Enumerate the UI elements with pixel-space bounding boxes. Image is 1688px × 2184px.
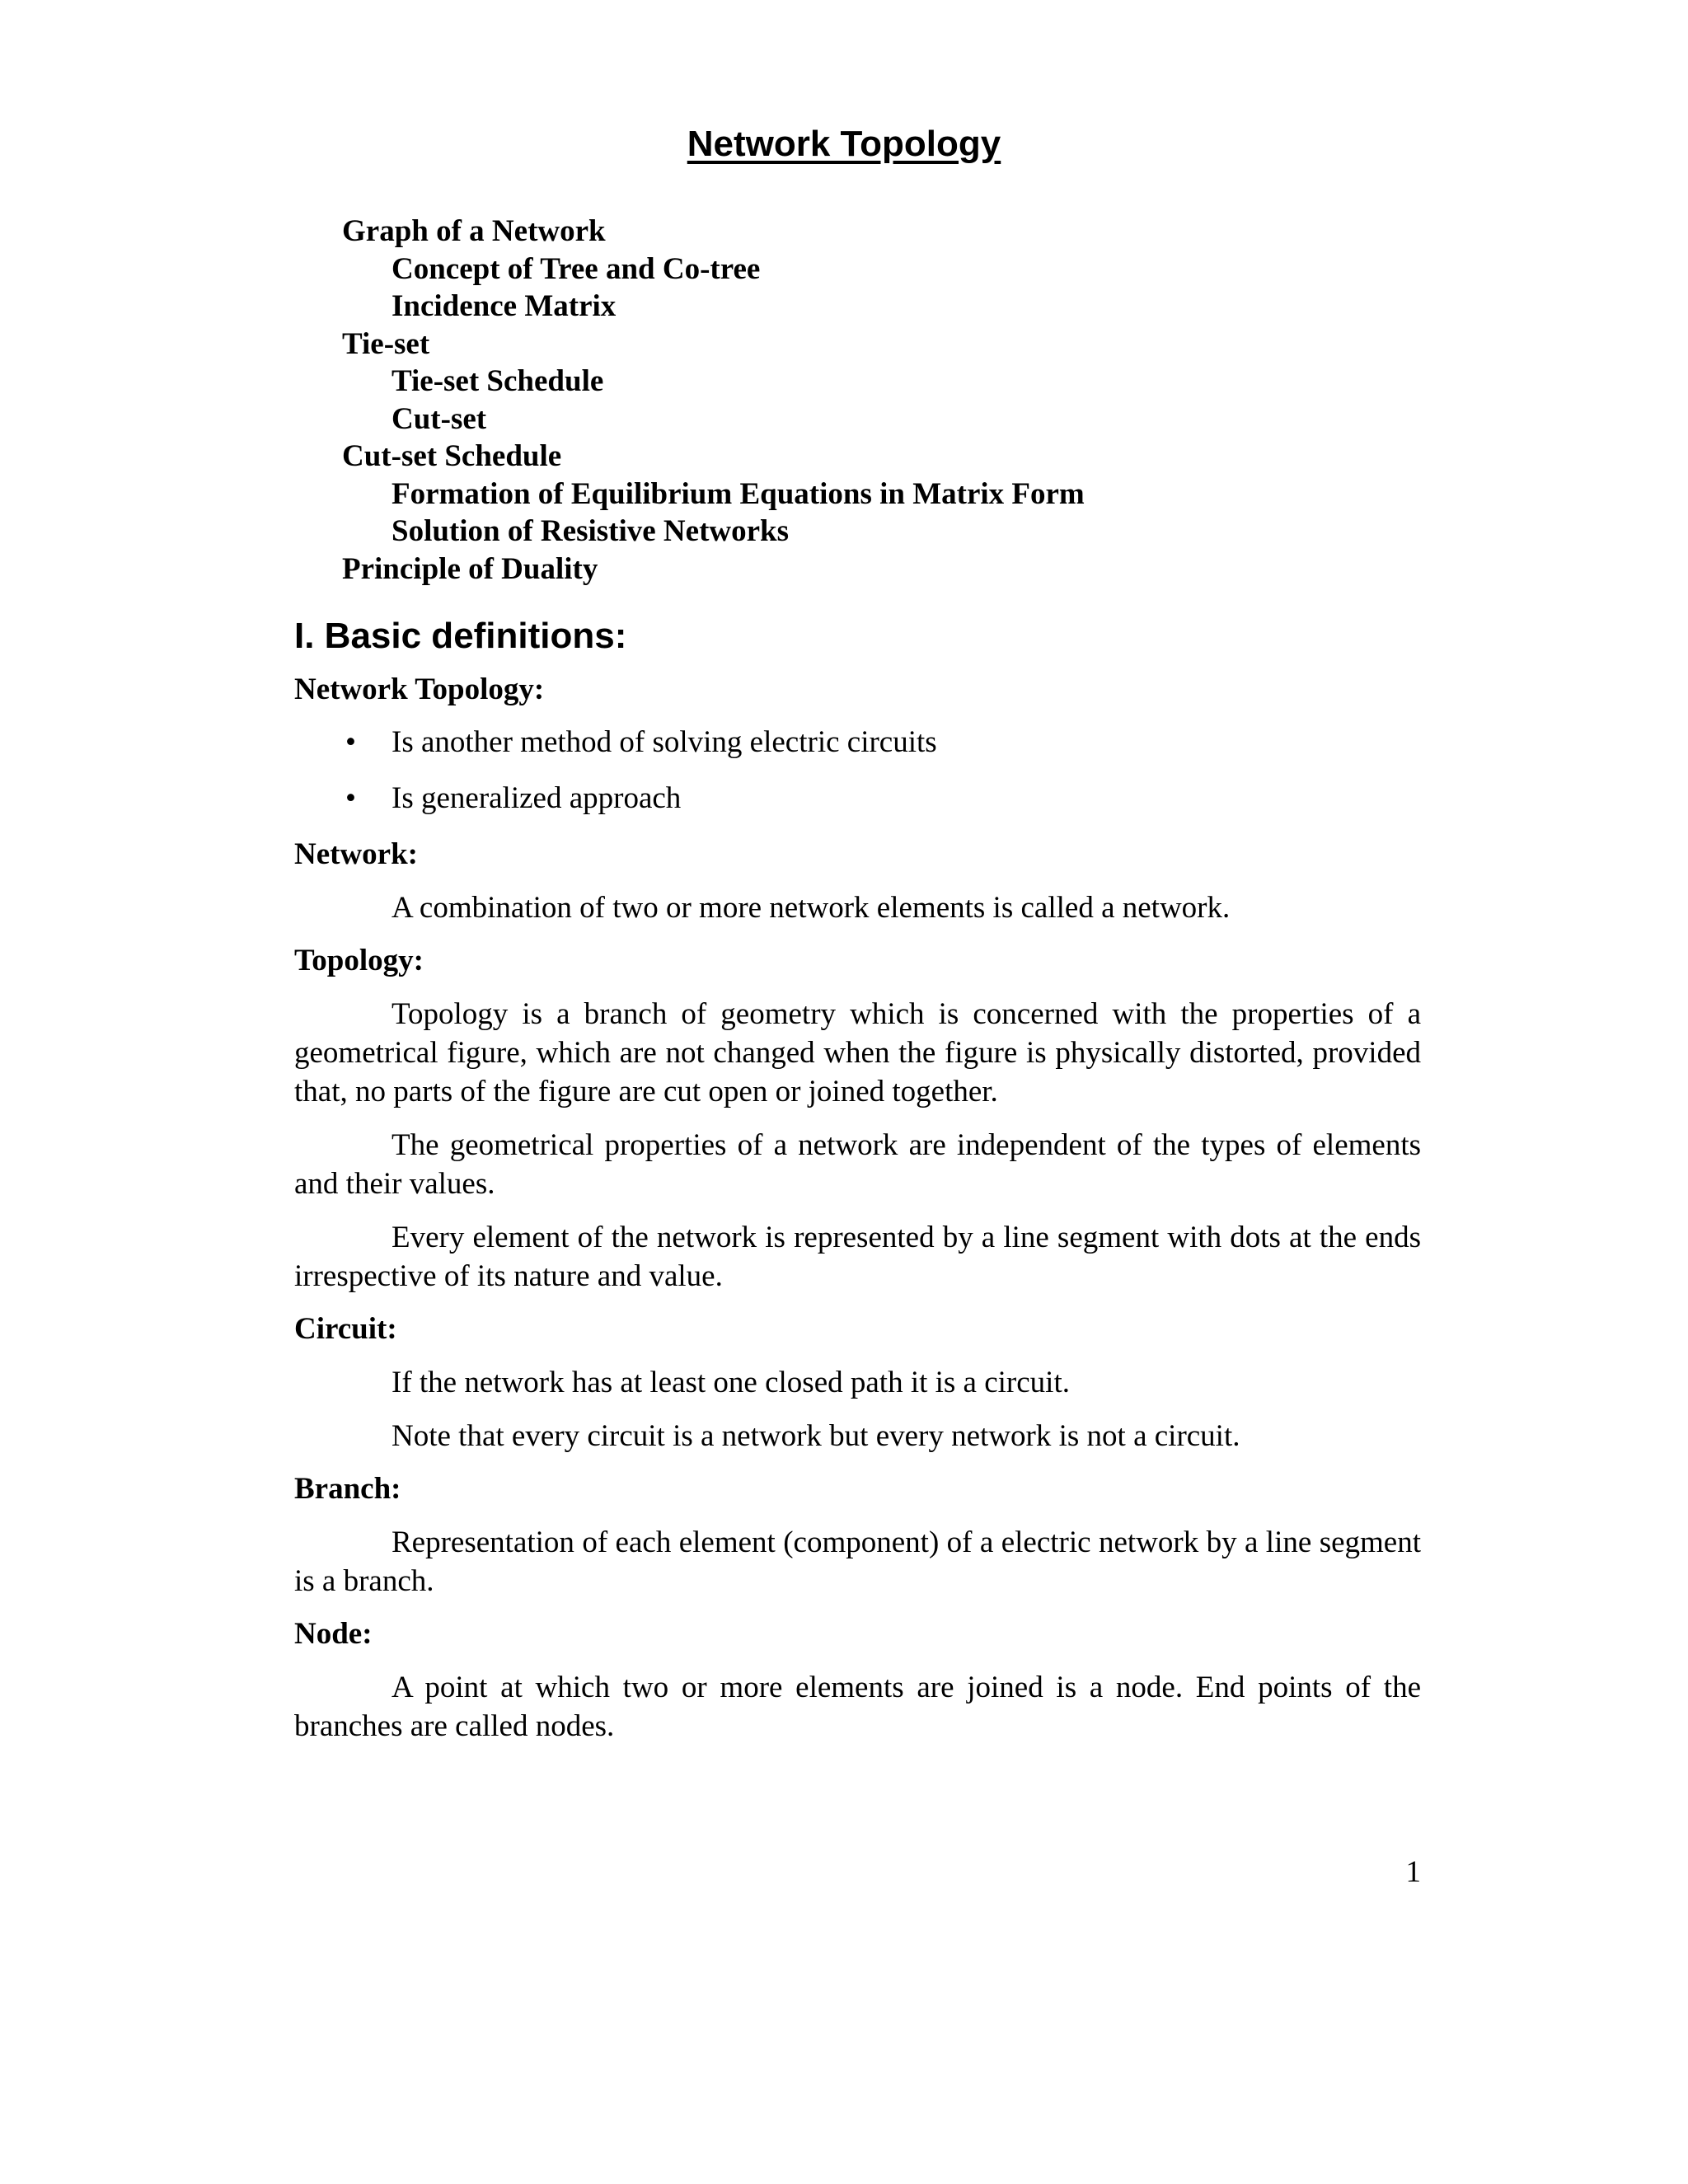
network-topology-bullets — [294, 724, 1421, 818]
definition-paragraph: Representation of each element (component) of a electric network by a line segment is a branch. — [294, 1526, 1421, 1598]
section-heading: I. Basic definitions: — [294, 616, 627, 656]
term-network: Network: — [294, 837, 419, 871]
basic-definitions-section — [294, 612, 1421, 1760]
definition-paragraph: Note that every circuit is a network but every network is not a circuit. — [392, 1419, 1240, 1453]
bullet-icon: • — [345, 781, 356, 815]
toc-item: Solution of Resistive Networks — [392, 514, 790, 548]
toc-item: Incidence Matrix — [392, 289, 617, 323]
definition-paragraph: A combination of two or more network elements is called a network. — [392, 891, 1231, 925]
definition-paragraph: Every element of the network is represented by a line segment with dots at the ends irrespective of its nature and value. — [294, 1221, 1421, 1293]
term-topology: Topology: — [294, 944, 424, 977]
definition-paragraph: Topology is a branch of geometry which is concerned with the properties of a geometrical figure, which are not changed when the figure is physically distorted, provided that, no parts of the figure are cut open or joined together. — [294, 997, 1421, 1108]
definition-paragraph: The geometrical properties of a network are independent of the types of elements and their values. — [294, 1128, 1421, 1201]
definition-paragraph: A point at which two or more elements are joined is a node. End points of the branches are called nodes. — [294, 1671, 1421, 1743]
term-branch: Branch: — [294, 1472, 401, 1506]
term-circuit: Circuit: — [294, 1312, 397, 1346]
toc-item: Tie-set Schedule — [392, 364, 604, 398]
toc-item: Concept of Tree and Co-tree — [392, 251, 761, 286]
bullet-text: Is another method of solving electric circuits — [392, 725, 937, 759]
toc-item: Cut-set Schedule — [342, 439, 562, 473]
term-node: Node: — [294, 1617, 373, 1651]
toc-item: Cut-set — [392, 401, 487, 436]
definition-paragraph: If the network has at least one closed path it is a circuit. — [392, 1366, 1070, 1399]
bullet-text: Is generalized approach — [392, 781, 682, 815]
toc-item: Tie-set — [342, 326, 430, 361]
toc-item: Formation of Equilibrium Equations in Matrix Form — [392, 476, 1085, 511]
table-of-contents — [342, 213, 1085, 588]
page-title: Network Topology — [687, 124, 1001, 164]
page-number: 1 — [1405, 1855, 1421, 1889]
toc-item: Principle of Duality — [342, 551, 598, 586]
bullet-icon: • — [345, 725, 356, 759]
toc-item: Graph of a Network — [342, 214, 606, 248]
bullet-item — [294, 724, 1421, 762]
term-network-topology: Network Topology: — [294, 673, 545, 706]
bullet-item — [294, 780, 1421, 818]
